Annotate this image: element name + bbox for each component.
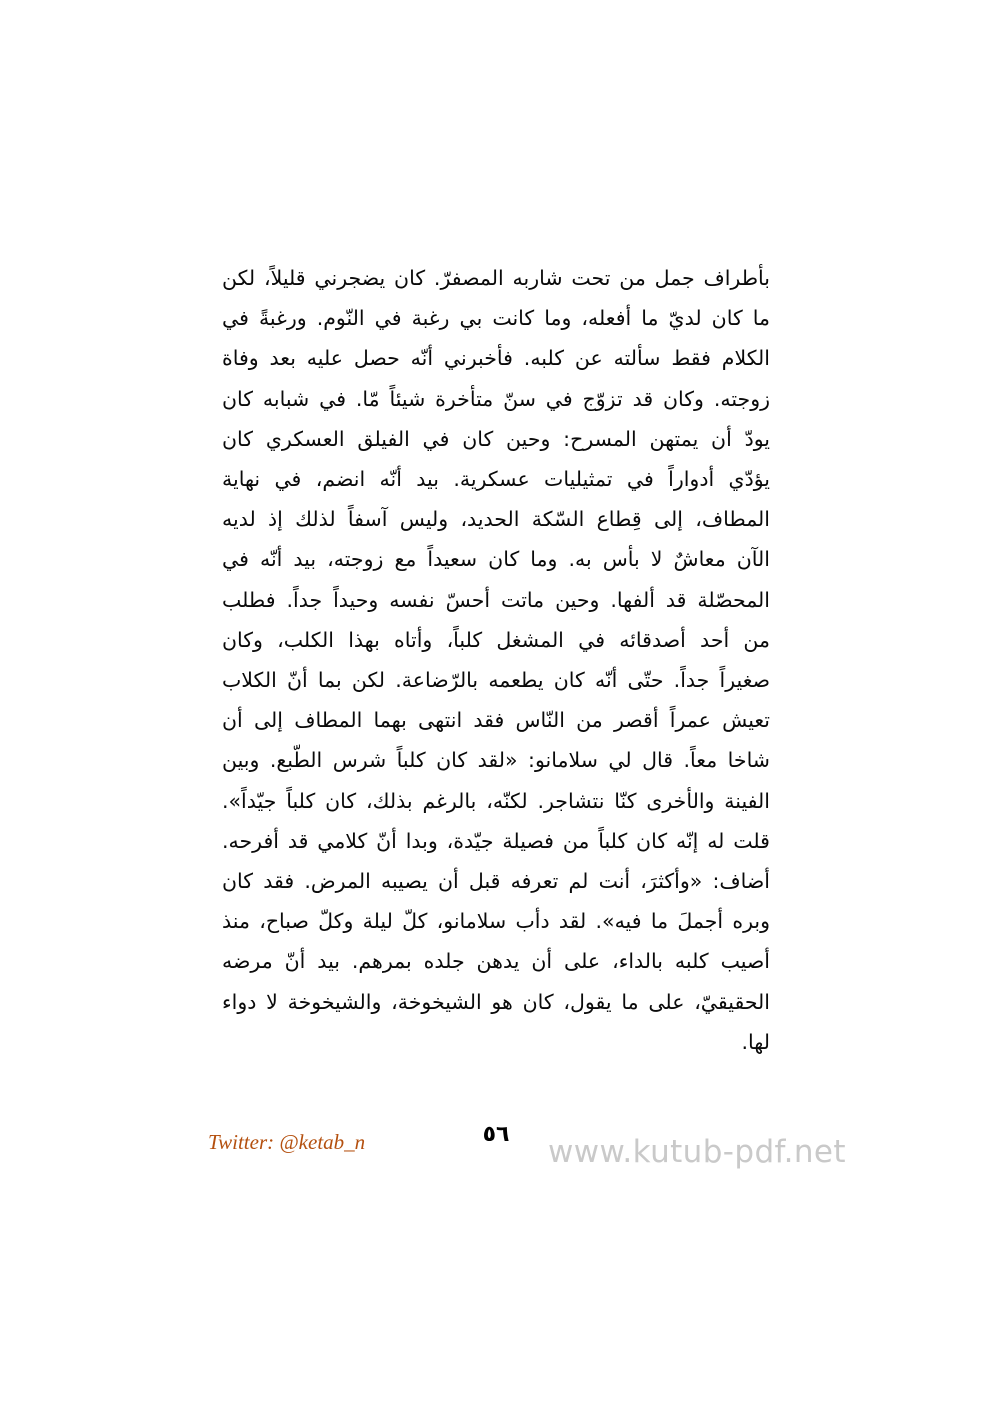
page-footer: [0, 1118, 992, 1198]
body-text-block: [222, 258, 770, 1062]
twitter-handle-credit: Twitter: @ketab_n: [208, 1130, 366, 1154]
site-watermark: www.kutub-pdf.net: [548, 1134, 846, 1170]
body-paragraph: بأطراف جمل من تحت شاربه المصفرّ. كان يضجرني قليلاً، لكن ما كان لديّ ما أفعله، وما كانت بي رغبة في النّوم. ورغبةً في الكلام فقط سألته عن كلبه. فأخبرني أنّه حصل عليه بعد وفاة زوجته. وكان قد تزوّج في سنّ متأخرة شيئاً مّا. في شبابه كان يودّ أن يمتهن المسرح: وحين كان في الفيلق العسكري كان يؤدّي أدواراً في تمثيليات عسكرية. بيد أنّه انضم، في نهاية المطاف، إلى قِطاع السّكة الحديد، وليس آسفاً لذلك إذ لديه الآن معاشٌ لا بأس به. وما كان سعيداً مع زوجته، بيد أنّه في المحصّلة قد ألفها. وحين ماتت أحسّ نفسه وحيداً جداً. فطلب من أحد أصدقائه في المشغل كلباً، وأتاه بهذا الكلب، وكان صغيراً جداً. حتّى أنّه كان يطعمه بالرّضاعة. لكن بما أنّ الكلاب تعيش عمراً أقصر من النّاس فقد انتهى بهما المطاف إلى أن شاخا معاً. قال لي سلامانو: «لقد كان كلباً شرس الطّبع. وبين الفينة والأخرى كنّا نتشاجر. لكنّه، بالرغم بذلك، كان كلباً جيّداً». قلت له إنّه كان كلباً من فصيلة جيّدة، وبدا أنّ كلامي قد أفرحه. أضاف: «وأكثرَ، أنت لم تعرفه قبل أن يصيبه المرض. فقد كان وبره أجملَ ما فيه». لقد دأب سلامانو، كلّ ليلة وكلّ صباح، منذ أصيب كلبه بالداء، على أن يدهن جلده بمرهم. بيد أنّ مرضه الحقيقيّ، على ما يقول، كان هو الشيخوخة، والشيخوخة لا دواء لها.: [222, 266, 770, 1054]
page-number: ٥٦: [482, 1122, 510, 1147]
